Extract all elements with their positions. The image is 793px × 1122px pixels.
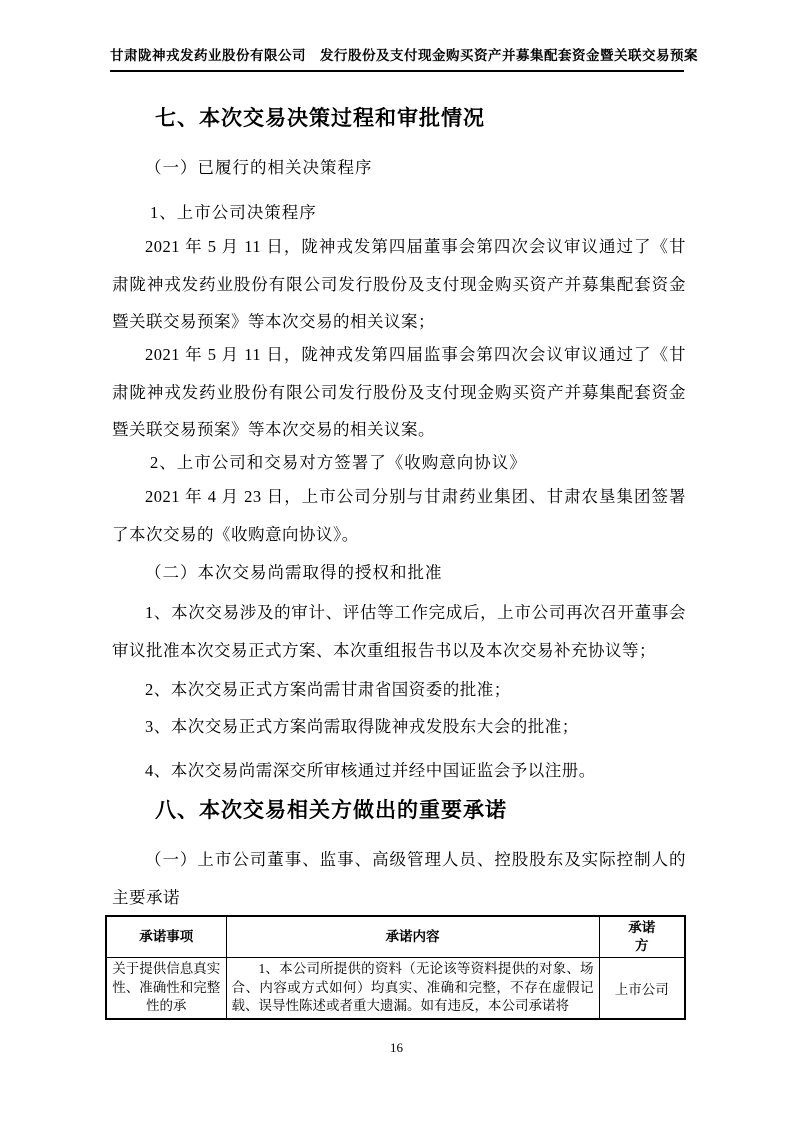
section7-sub2-heading: （二）本次交易尚需取得的授权和批准: [145, 563, 443, 582]
approval-item-1: 1、本次交易涉及的审计、评估等工作完成后，上市公司再次召开董事会审议批准本次交易正式方案、本次重组报告书以及本次交易补充协议等；: [112, 603, 686, 660]
commitment-item-cell: 关于提供信息真实性、准确性和完整性的承: [106, 958, 226, 1019]
document-header: 甘肃陇神戎发药业股份有限公司 发行股份及支付现金购买资产并募集配套资金暨关联交易预案: [110, 44, 684, 72]
section7-item2-heading: 2、上市公司和交易对方签署了《收购意向协议》: [150, 453, 527, 472]
approval-item-3: 3、本次交易正式方案尚需取得陇神戎发股东大会的批准；: [145, 717, 579, 736]
section8-sub1-heading: （一）上市公司董事、监事、高级管理人员、控股股东及实际控制人的主要承诺: [112, 850, 686, 907]
column-header-commitment-content: 承诺内容: [226, 916, 599, 958]
approval-item-4: 4、本次交易尚需深交所审核通过并经中国证监会予以注册。: [145, 761, 596, 780]
section7-item1-heading: 1、上市公司决策程序: [150, 203, 317, 222]
commitments-table: [105, 915, 686, 1020]
column-header-commitment-item: 承诺事项: [106, 916, 226, 958]
section8-title: 八、本次交易相关方做出的重要承诺: [155, 799, 507, 822]
commitments-table-header-row: [106, 916, 685, 958]
commitment-content-cell: 1、本公司所提供的资料（无论该等资料提供的对象、场合、内容或方式如何）均真实、准确和完整，不存在虚假记载、误导性陈述或者重大遗漏。如有违反，本公司承诺将: [226, 958, 599, 1019]
section7-title: 七、本次交易决策过程和审批情况: [155, 107, 485, 130]
page-number: 16: [390, 1040, 403, 1055]
table-row: [106, 958, 685, 1019]
section7-item1-paragraph-1: 2021 年 5 月 11 日，陇神戎发第四届董事会第四次会议审议通过了《甘肃陇神戎发药业股份有限公司发行股份及支付现金购买资产并募集配套资金暨关联交易预案》等本次交易的相关议案；: [112, 237, 686, 331]
column-header-commitment-party: 承诺方: [599, 916, 685, 958]
approval-item-2: 2、本次交易正式方案尚需甘肃省国资委的批准；: [145, 680, 511, 699]
commitment-party-cell: 上市公司: [599, 958, 685, 1019]
section7-item1-paragraph-2: 2021 年 5 月 11 日，陇神戎发第四届监事会第四次会议审议通过了《甘肃陇神戎发药业股份有限公司发行股份及支付现金购买资产并募集配套资金暨关联交易预案》等本次交易的相关议案。: [112, 345, 686, 439]
section7-item2-paragraph-1: 2021 年 4 月 23 日，上市公司分别与甘肃药业集团、甘肃农垦集团签署了本次交易的《收购意向协议》。: [112, 487, 686, 544]
section7-sub1-heading: （一）已履行的相关决策程序: [145, 158, 373, 177]
